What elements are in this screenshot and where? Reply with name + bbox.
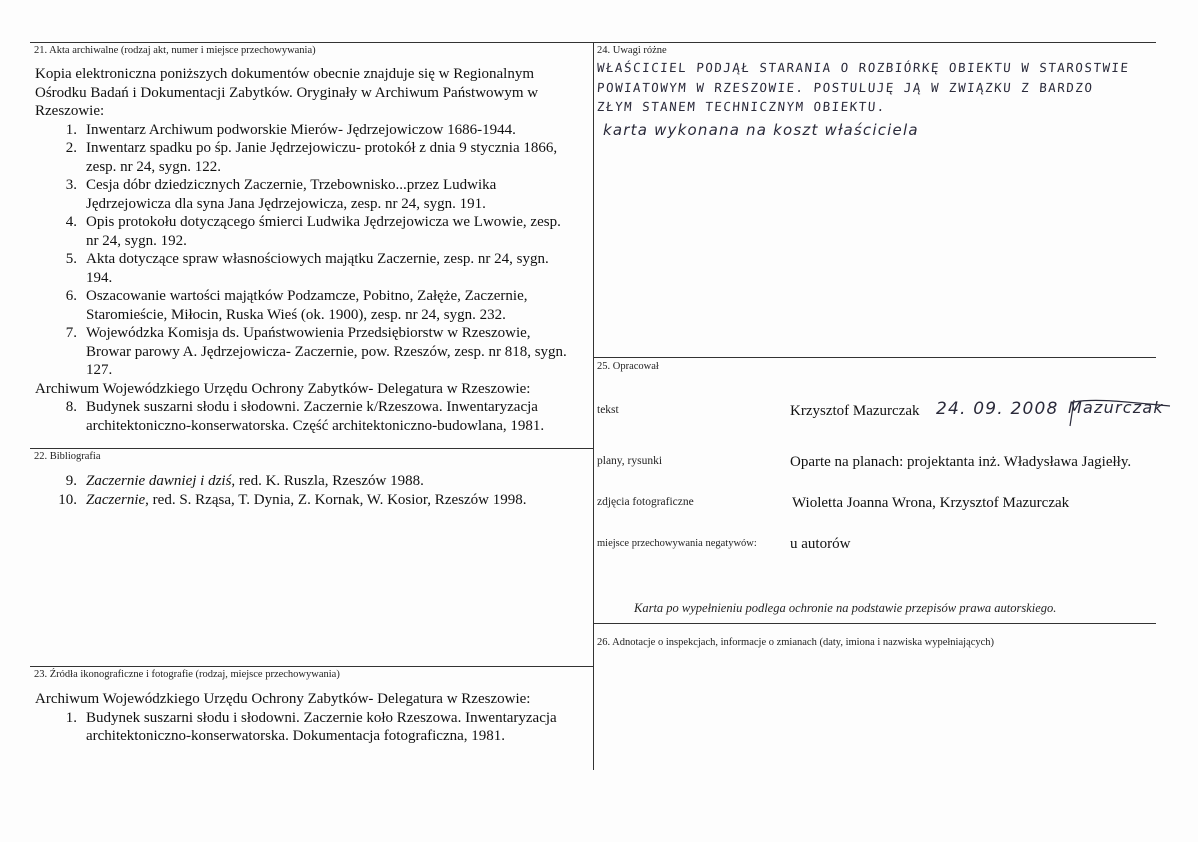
bibliography-details: , red. K. Ruszla, Rzeszów 1988. [231,473,424,489]
list-item-text: Inwentarz Archiwum podworskie Mierów- Jędrzejowiczow 1686-1944. [86,121,516,138]
list-item-number: 1. [65,121,77,138]
value-zdjecia: Wioletta Joanna Wrona, Krzysztof Mazurczak [792,495,1070,511]
center-divider [593,42,594,770]
bibliography-title: Zaczernie [86,491,146,508]
value-plany: Oparte na planach: projektanta inż. Władysława Jagiełły. [790,454,1132,470]
handwritten-note-line-4: karta wykonana na koszt właściciela [603,121,919,139]
list-item-text: Budynek suszarni słodu i słodowni. Zaczernie k/Rzeszowa. Inwentaryzacja architektoniczno-konserwatorska. Część architektoniczno-budowlana, 1981. [86,399,545,434]
list-item-text: Wojewódzka Komisja ds. Upaństwowienia Przedsiębiorstw w Rzeszowie, Browar parowy A. Jędrzejowicza- Zaczernie, pow. Rzeszów, zesp. nr 818, sygn. 127. [86,325,567,378]
list-item-number: 7. [65,325,77,341]
list-item [35,398,575,435]
signature: Mazurczak [1068,398,1164,417]
section-25-header: 25. Opracował [597,361,659,372]
list-item [35,139,575,176]
list-item-number: 4. [65,214,77,230]
list-item-number: 8. [65,399,77,415]
list-item-number: 1. [65,709,77,726]
list-item-text: Oszacowanie wartości majątków Podzamcze, Pobitno, Załęże, Zaczernie, Staromieście, Miłocin, Ruska Wieś (ok. 1900), zesp. nr 24, sygn. 232. [86,288,528,323]
list-item-number: 10. [58,491,77,508]
label-zdjecia: zdjęcia fotograficzne [597,496,694,508]
section-22-body [35,472,575,509]
handwritten-date: 24. 09. 2008 [936,399,1059,419]
bibliography-list [35,472,575,509]
label-plany: plany, rysunki [597,455,663,467]
rule-26 [593,623,1156,624]
section-23-body [35,690,575,746]
list-item [35,472,575,491]
section-23-list [35,709,575,746]
list-item-number: 3. [65,177,77,193]
value-negatywy: u autorów [790,536,851,552]
section-21-intro2: Archiwum Wojewódzkiego Urzędu Ochrony Zabytków- Delegatura w Rzeszowie: [35,380,531,397]
rule-22 [30,448,593,449]
list-item-number: 9. [65,473,77,489]
signature-flourish [1066,396,1176,432]
section-21-list [35,121,575,380]
list-item [35,709,575,746]
list-item-text: Akta dotyczące spraw własnościowych majątku Zaczernie, zesp. nr 24, sygn. 194. [86,251,549,286]
section-21-body [35,65,575,435]
list-item [35,176,575,213]
list-item-number: 6. [65,288,77,304]
section-21-header: 21. Akta archiwalne (rodzaj akt, numer i miejsce przechowywania) [34,45,316,56]
list-item-text: Cesja dóbr dziedzicznych Zaczernie, Trzebownisko...przez Ludwika Jędrzejowicza dla syna Jana Jędrzejowicza, zesp. nr 24, sygn. 191. [86,177,497,212]
list-item [35,287,575,324]
section-26-header: 26. Adnotacje o inspekcjach, informacje o zmianach (daty, imiona i nazwiska wypełniających) [597,637,995,648]
list-item [35,250,575,287]
handwritten-note-line-2: POWIATOWYM W RZESZOWIE. POSTULUJĘ JĄ W ZWIĄZKU Z BARDZO [596,80,1094,95]
rule-25 [593,357,1156,358]
rule-23 [30,666,593,667]
bibliography-details: , red. S. Rząsa, T. Dynia, Z. Kornak, W. Kosior, Rzeszów 1998. [145,491,527,508]
value-tekst: Krzysztof Mazurczak [790,403,920,419]
handwritten-note-line-3: ZŁYM STANEM TECHNICZNYM OBIEKTU. [596,99,887,114]
label-tekst: tekst [597,404,619,416]
handwritten-note-line-1: WŁAŚCICIEL PODJĄŁ STARANIA O ROZBIÓRKĘ OBIEKTU W STAROSTWIE [596,60,1131,75]
list-item-number: 5. [65,251,77,267]
section-23-intro: Archiwum Wojewódzkiego Urzędu Ochrony Zabytków- Delegatura w Rzeszowie: [35,691,531,707]
copyright-note: Karta po wypełnieniu podlega ochronie na podstawie przepisów prawa autorskiego. [634,601,1057,615]
list-item [35,213,575,250]
list-item-text: Inwentarz spadku po śp. Janie Jędrzejowiczu- protokół z dnia 9 stycznia 1866, zesp. nr 24, sygn. 122. [86,140,558,175]
list-item [35,491,575,510]
section-21-intro: Kopia elektroniczna poniższych dokumentów obecnie znajduje się w Regionalnym Ośrodku Badań i Dokumentacji Zabytków. Oryginały w Archiwum Państwowym w Rzeszowie: [35,66,539,119]
list-item-text: Budynek suszarni słodu i słodowni. Zaczernie koło Rzeszowa. Inwentaryzacja architektoniczno-konserwatorska. Dokumentacja fotograficzna, 1981. [86,709,557,744]
list-item [35,121,575,140]
list-item-number: 2. [65,140,77,156]
section-21-list-2 [35,398,575,435]
bibliography-title: Zaczernie dawniej i dziś [86,473,232,489]
section-22-header: 22. Bibliografia [34,451,101,462]
section-24-header: 24. Uwagi różne [597,45,667,56]
list-item [35,324,575,380]
list-item-text: Opis protokołu dotyczącego śmierci Ludwika Jędrzejowicza we Lwowie, zesp. nr 24, sygn. 192. [86,214,561,249]
section-23-header: 23. Źródła ikonograficzne i fotografie (rodzaj, miejsce przechowywania) [34,669,340,680]
label-negatywy: miejsce przechowywania negatywów: [597,538,757,549]
